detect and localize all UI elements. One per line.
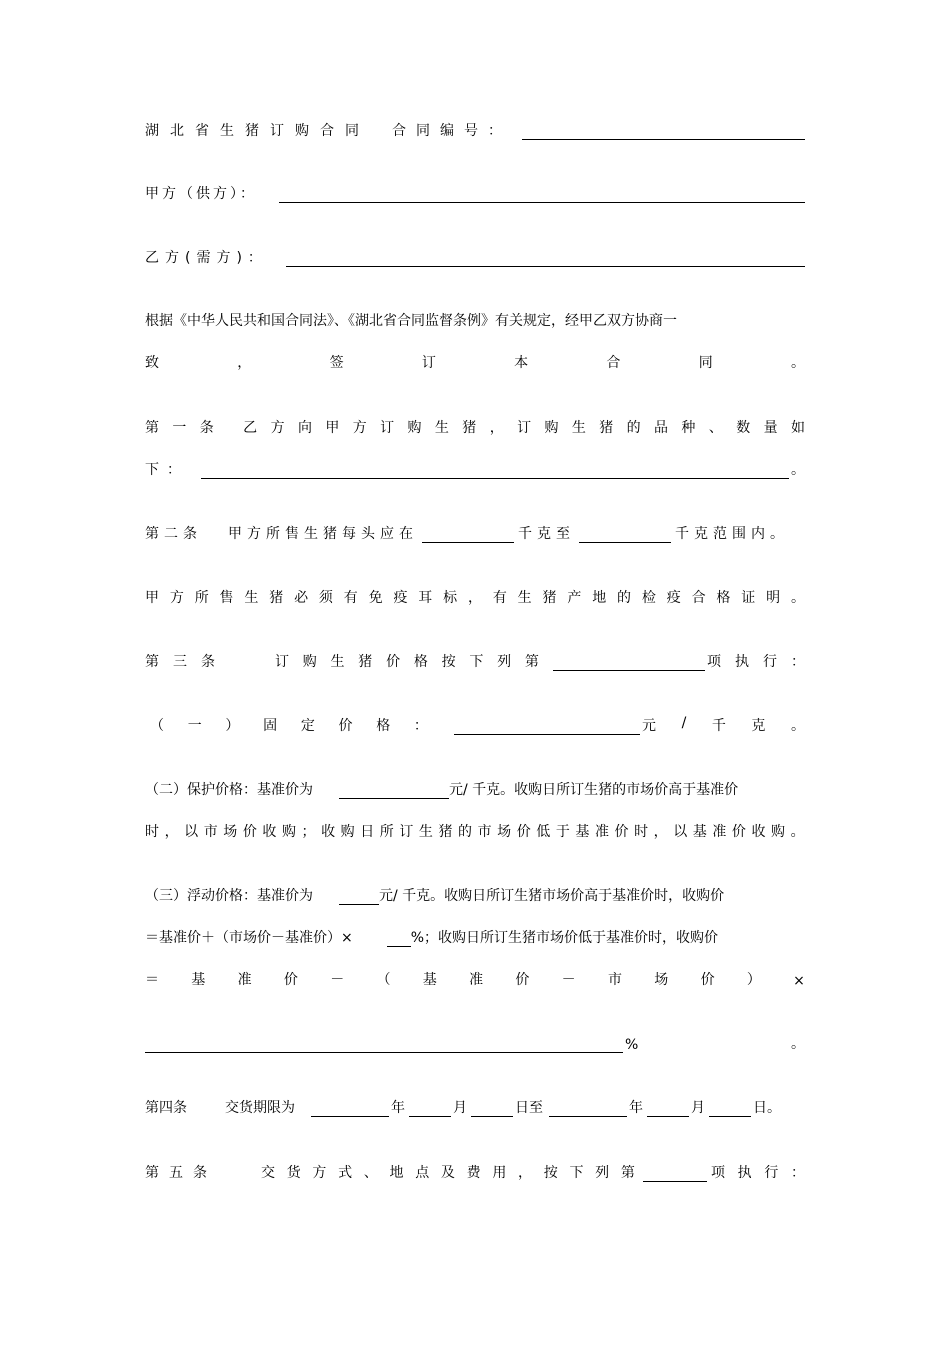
char: 猪: [438, 824, 453, 840]
month-label: 月: [453, 1100, 467, 1116]
char: ，: [467, 590, 482, 606]
char: 猪: [542, 590, 557, 606]
delivery-option-field[interactable]: [643, 1165, 707, 1182]
day-to-label: 日至: [515, 1100, 543, 1116]
contract-no-field[interactable]: [522, 123, 805, 140]
char: 以: [184, 824, 199, 840]
char: 低: [536, 824, 551, 840]
char: 购: [771, 824, 785, 840]
char: 向: [297, 420, 312, 436]
char: 条: [193, 1165, 207, 1181]
char: 价: [242, 824, 257, 840]
char: 格: [413, 654, 428, 670]
char: 用: [492, 1165, 507, 1181]
end-month-field[interactable]: [647, 1100, 689, 1117]
title-row: [145, 118, 805, 140]
char: 猪: [358, 654, 373, 670]
char: 项: [711, 1165, 725, 1181]
char: 耳: [418, 590, 433, 606]
char: 价: [614, 824, 629, 840]
char: 必: [294, 590, 309, 606]
article-5-number: [145, 1162, 207, 1182]
char: 准: [594, 824, 609, 840]
char: 第: [145, 420, 159, 436]
char: 猪: [462, 420, 477, 436]
day-end-label: 日。: [753, 1100, 781, 1116]
char: 有: [492, 590, 507, 606]
char: 定: [300, 718, 315, 734]
char: 场: [223, 824, 238, 840]
char: 及: [440, 1165, 455, 1181]
char: ×: [793, 973, 805, 989]
char: 收: [321, 824, 336, 840]
char: 行: [764, 1165, 779, 1181]
char: 场: [654, 972, 669, 988]
article-1-field[interactable]: [201, 462, 789, 479]
char: 免: [368, 590, 383, 606]
char: 。: [790, 355, 805, 371]
preamble-text-1: 根据《中华人民共和国合同法》、《湖北省合同监督条例》有关规定，经甲乙双方协商一: [145, 313, 677, 329]
option-1-label: [145, 715, 428, 735]
char: ，: [518, 1165, 533, 1181]
char: 价: [700, 972, 715, 988]
char: 。: [790, 590, 805, 606]
char: ，: [489, 420, 504, 436]
char: 执: [737, 1165, 752, 1181]
year-label: 年: [391, 1100, 405, 1116]
char: 订: [275, 654, 289, 670]
char: 疫: [666, 590, 681, 606]
article-3-number: [145, 651, 215, 671]
char: 、: [363, 1165, 378, 1181]
char: 第: [620, 1165, 635, 1181]
option-2-text: 元/ 千克。收购日所订生猪的市场价高于基准价: [449, 782, 739, 798]
article-2-line-2: [145, 585, 805, 607]
option-1-line: [145, 713, 805, 735]
article-2-range: 千克范围内。: [675, 526, 789, 542]
char: 致: [145, 355, 159, 371]
article-5-line: [145, 1160, 805, 1182]
char: 购: [340, 824, 355, 840]
option-1-unit: [642, 715, 805, 735]
char: 生: [330, 654, 345, 670]
char: 格: [716, 590, 731, 606]
char: （: [376, 972, 391, 988]
char: －: [330, 972, 345, 988]
char: ：: [413, 718, 428, 734]
char: 方: [270, 420, 285, 436]
char: 时: [145, 824, 159, 840]
char: 生: [244, 590, 259, 606]
char: 地: [592, 590, 607, 606]
article-2-number: 第二条: [145, 526, 202, 542]
float-base-price-field[interactable]: [339, 888, 379, 905]
char: 方: [312, 1165, 327, 1181]
char: 明: [766, 590, 781, 606]
char: 有: [343, 590, 358, 606]
option-3-line-1: [145, 883, 805, 905]
option-3-line-3: [145, 967, 805, 989]
weight-max-field[interactable]: [579, 526, 671, 543]
char: 签: [329, 355, 344, 371]
char: 的: [617, 590, 632, 606]
char: 价: [515, 972, 530, 988]
char: /: [681, 715, 687, 731]
char: 甲: [145, 590, 159, 606]
article-1-line-2: [145, 457, 805, 479]
percent-sign: %: [625, 1037, 639, 1053]
char: 收: [262, 824, 277, 840]
char: 订: [399, 824, 414, 840]
char: 克: [751, 718, 766, 734]
option-3-text: 元/ 千克。收购日所订生猪市场价高于基准价时，收购价: [379, 888, 725, 904]
period: 。: [791, 1036, 805, 1052]
char: 生: [418, 824, 433, 840]
article-2-to: 千克至: [518, 526, 575, 542]
option-2-label: （二）保护价格：基准价为: [145, 782, 313, 798]
char: 条: [201, 654, 215, 670]
char: 如: [790, 420, 805, 436]
char: 的: [458, 824, 472, 840]
char: 价: [283, 972, 298, 988]
char: 乙: [243, 420, 258, 436]
article-1-line-1: [145, 415, 805, 437]
char: 基: [575, 824, 590, 840]
char: 于: [555, 824, 570, 840]
char: 证: [741, 590, 756, 606]
option-3-line-2: [145, 925, 805, 947]
char: 生: [571, 420, 586, 436]
char: 一: [187, 718, 202, 734]
char: 价: [386, 654, 401, 670]
char: ＝: [145, 972, 159, 988]
char: 价: [731, 824, 746, 840]
option-3-text-2: %；收购日所订生猪市场价低于基准价时，收购价: [410, 930, 719, 946]
char: 疫: [393, 590, 408, 606]
char: ；: [301, 824, 316, 840]
char: 千: [711, 718, 726, 734]
start-month-field[interactable]: [409, 1100, 451, 1117]
char: ，: [164, 824, 179, 840]
char: ：: [791, 654, 805, 670]
party-b-row: [145, 245, 805, 267]
month-label: 月: [691, 1100, 705, 1116]
price-option-field[interactable]: [553, 654, 705, 671]
start-day-field[interactable]: [471, 1100, 513, 1117]
char: 种: [681, 420, 696, 436]
option-3-formula: ＝基准价＋（市场价－基准价）×: [145, 930, 353, 946]
char: 第: [524, 654, 539, 670]
char: 市: [607, 972, 622, 988]
party-a-field[interactable]: [279, 186, 805, 203]
char: 货: [286, 1165, 301, 1181]
option-2-line-2: [145, 819, 805, 841]
char: 购: [544, 420, 559, 436]
char: 按: [543, 1165, 558, 1181]
char: 品: [654, 420, 669, 436]
char: 式: [338, 1165, 353, 1181]
char: 准: [469, 972, 484, 988]
char: 准: [712, 824, 727, 840]
char: 猪: [599, 420, 614, 436]
end-day-field[interactable]: [709, 1100, 751, 1117]
char: 市: [203, 824, 218, 840]
article-3-text: [275, 651, 539, 671]
char: 基: [191, 972, 206, 988]
char: 合: [606, 355, 621, 371]
contract-no-label: 合同编号：: [392, 123, 512, 139]
char: 订: [421, 355, 436, 371]
char: 收: [751, 824, 766, 840]
article-2-text: 甲方所售生猪每头应在: [228, 526, 418, 542]
char: 甲: [325, 420, 340, 436]
char: 所: [379, 824, 394, 840]
char: 项: [707, 654, 721, 670]
char: 基: [692, 824, 707, 840]
option-3-label: （三）浮动价格：基准价为: [145, 888, 313, 904]
char: 猪: [269, 590, 284, 606]
article-4-line: [145, 1095, 805, 1117]
char: 数: [736, 420, 751, 436]
char: 下: [569, 1165, 584, 1181]
char: 执: [735, 654, 749, 670]
char: 方: [169, 590, 184, 606]
char: 费: [466, 1165, 481, 1181]
char: 。: [790, 718, 805, 734]
char: 列: [497, 654, 512, 670]
char: 产: [567, 590, 582, 606]
char: 订: [380, 420, 395, 436]
article-3-line: [145, 649, 805, 671]
char: 方: [352, 420, 367, 436]
char: 基: [422, 972, 437, 988]
article-5-tail: [711, 1162, 805, 1182]
weight-min-field[interactable]: [422, 526, 514, 543]
char: 购: [302, 654, 317, 670]
char: 一: [172, 420, 187, 436]
char: 购: [407, 420, 422, 436]
char: 标: [443, 590, 458, 606]
char: 准: [237, 972, 252, 988]
char: 点: [415, 1165, 430, 1181]
article-4-text: 交货期限为: [225, 1100, 295, 1116]
period: 。: [791, 462, 805, 478]
char: 行: [763, 654, 777, 670]
protect-price-field[interactable]: [339, 782, 449, 799]
char: ，: [237, 355, 252, 371]
doc-title: 湖北省生猪订购合同: [145, 123, 370, 139]
char: ）: [746, 972, 761, 988]
char: 交: [261, 1165, 275, 1181]
party-a-row: [145, 181, 805, 203]
char: 时: [634, 824, 649, 840]
char: 以: [673, 824, 688, 840]
char: 场: [497, 824, 512, 840]
party-b-label: 乙方(需方)：: [145, 250, 268, 266]
char: 同: [698, 355, 713, 371]
article-4-number: 第四条: [145, 1100, 187, 1116]
char: 须: [318, 590, 333, 606]
year-label: 年: [629, 1100, 643, 1116]
char: 五: [169, 1165, 183, 1181]
party-a-label: 甲方（供方）：: [145, 186, 257, 202]
char: 合: [691, 590, 706, 606]
article-2-line-1: [145, 521, 805, 543]
char: 本: [514, 355, 529, 371]
preamble-line-1: [145, 308, 805, 330]
char: 生: [434, 420, 449, 436]
char: 售: [219, 590, 234, 606]
char: 地: [389, 1165, 404, 1181]
option-2-line-1: [145, 777, 805, 799]
start-year-field[interactable]: [311, 1100, 389, 1117]
char: 格: [376, 718, 391, 734]
char: 日: [360, 824, 375, 840]
char: 元: [642, 718, 656, 734]
char: 列: [595, 1165, 610, 1181]
char: 、: [708, 420, 723, 436]
char: 所: [194, 590, 209, 606]
option-3-line-4: [145, 1031, 805, 1053]
char: ，: [653, 824, 668, 840]
end-year-field[interactable]: [549, 1100, 627, 1117]
char: 条: [199, 420, 214, 436]
char: 购: [281, 824, 296, 840]
char: －: [561, 972, 576, 988]
party-b-field[interactable]: [286, 250, 805, 267]
char: 价: [516, 824, 531, 840]
char: 第: [145, 654, 159, 670]
article-5-text: [261, 1162, 635, 1182]
article-1-label: 下：: [145, 462, 189, 478]
float-rate-up-field[interactable]: [387, 930, 411, 947]
char: 的: [626, 420, 641, 436]
char: 第: [145, 1165, 159, 1181]
char: （: [150, 718, 164, 734]
char: 三: [173, 654, 187, 670]
char: 。: [790, 824, 805, 840]
char: 按: [441, 654, 456, 670]
article-3-tail: [707, 651, 805, 671]
float-rate-down-field[interactable]: [145, 1036, 623, 1053]
char: 订: [517, 420, 532, 436]
char: 价: [338, 718, 353, 734]
char: ：: [790, 1165, 805, 1181]
char: 下: [469, 654, 484, 670]
char: 固: [263, 718, 278, 734]
preamble-line-2: [145, 350, 805, 372]
char: 生: [517, 590, 532, 606]
char: 市: [477, 824, 492, 840]
char: ）: [225, 718, 240, 734]
char: 检: [641, 590, 656, 606]
char: 量: [763, 420, 778, 436]
fixed-price-field[interactable]: [454, 718, 640, 735]
